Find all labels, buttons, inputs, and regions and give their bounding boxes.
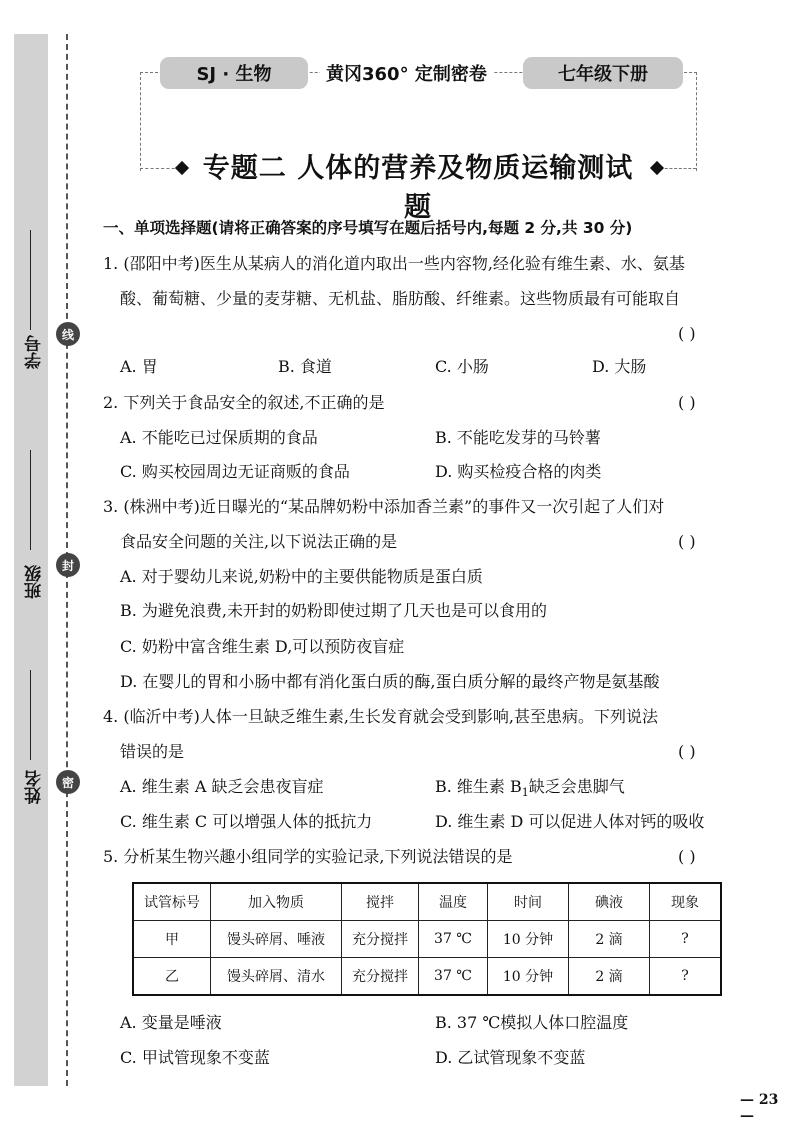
table-row — [133, 957, 721, 995]
q4-answer-blank[interactable]: ( ) — [678, 742, 696, 761]
q4-option-b-post: 缺乏会患脚气 — [528, 777, 625, 796]
subject-pill: SJ · 生物 — [160, 57, 308, 89]
q2-option-d: D. 购买检疫合格的肉类 — [435, 462, 602, 481]
table-cell: 充分搅拌 — [342, 921, 419, 958]
q4-option-b — [435, 777, 625, 803]
table-cell: 馒头碎屑、唾液 — [211, 921, 342, 958]
q5-option-d: D. 乙试管现象不变蓝 — [435, 1048, 586, 1067]
q5-stem: 5. 分析某生物兴趣小组同学的实验记录,下列说法错误的是 — [103, 847, 513, 866]
q1-stem-line1: 1. (邵阳中考)医生从某病人的消化道内取出一些内容物,经化验有维生素、水、氨基 — [103, 254, 685, 273]
table-row — [133, 921, 721, 958]
binding-strip — [14, 34, 48, 1086]
q5-answer-blank[interactable]: ( ) — [678, 847, 696, 866]
q2-stem: 2. 下列关于食品安全的叙述,不正确的是 — [103, 393, 385, 412]
student-id-line — [30, 230, 31, 330]
table-cell: 10 分钟 — [488, 957, 569, 995]
class-label: 班级 — [25, 565, 45, 599]
table-header-cell: 时间 — [488, 883, 569, 921]
q1-answer-blank[interactable]: ( ) — [678, 324, 696, 343]
q1-option-b: B. 食道 — [278, 357, 332, 376]
q3-option-a: A. 对于婴幼儿来说,奶粉中的主要供能物质是蛋白质 — [120, 567, 483, 586]
title-rule-left — [140, 168, 180, 170]
table-cell: ? — [650, 957, 722, 995]
table-cell: 乙 — [133, 957, 211, 995]
table-cell: 37 ℃ — [419, 921, 488, 958]
name-line — [30, 670, 31, 760]
seal-xian: 线 — [56, 322, 80, 346]
table-header-cell: 碘液 — [569, 883, 650, 921]
table-cell: 馒头碎屑、清水 — [211, 957, 342, 995]
q2-option-a: A. 不能吃已过保质期的食品 — [120, 428, 318, 447]
table-cell: 2 滴 — [569, 921, 650, 958]
grade-pill: 七年级下册 — [523, 57, 683, 89]
table-header-cell: 加入物质 — [211, 883, 342, 921]
q1-option-c: C. 小肠 — [435, 357, 489, 376]
table-cell: 甲 — [133, 921, 211, 958]
table-header-cell: 温度 — [419, 883, 488, 921]
q4-option-d: D. 维生素 D 可以促进人体对钙的吸收 — [435, 812, 705, 831]
q4-option-b-sub: 1 — [521, 786, 529, 800]
q5-option-c: C. 甲试管现象不变蓝 — [120, 1048, 270, 1067]
q1-option-d: D. 大肠 — [592, 357, 647, 376]
table-header-cell: 现象 — [650, 883, 722, 921]
q2-answer-blank[interactable]: ( ) — [678, 393, 696, 412]
table-header-cell: 试管标号 — [133, 883, 211, 921]
q3-answer-blank[interactable]: ( ) — [678, 532, 696, 551]
series-name: 黄冈360° 定制密卷 — [320, 60, 493, 86]
table-cell: 10 分钟 — [488, 921, 569, 958]
page-title: 专题二 人体的营养及物质运输测试题 — [190, 146, 646, 224]
table-cell: 充分搅拌 — [342, 957, 419, 995]
table-header-row — [133, 883, 721, 921]
q2-option-c: C. 购买校园周边无证商贩的食品 — [120, 462, 350, 481]
section-heading: 一、单项选择题(请将正确答案的序号填写在题后括号内,每题 2 分,共 30 分) — [103, 219, 633, 237]
q3-option-b: B. 为避免浪费,未开封的奶粉即使过期了几天也是可以食用的 — [120, 601, 548, 620]
student-id-label: 学号 — [25, 335, 45, 369]
q4-stem-line2: 错误的是 — [120, 742, 185, 761]
q5-option-a: A. 变量是唾液 — [120, 1013, 222, 1032]
q2-option-b: B. 不能吃发芽的马铃薯 — [435, 428, 601, 447]
experiment-table — [132, 882, 722, 996]
q4-stem-line1: 4. (临沂中考)人体一旦缺乏维生素,生长发育就会受到影响,甚至患病。下列说法 — [103, 707, 659, 726]
q3-stem-line2: 食品安全问题的关注,以下说法正确的是 — [120, 532, 398, 551]
table-cell: 2 滴 — [569, 957, 650, 995]
q5-option-b: B. 37 ℃模拟人体口腔温度 — [435, 1013, 629, 1032]
q4-option-b-pre: B. 维生素 B — [435, 777, 522, 796]
title-rule-right — [660, 168, 696, 170]
table-header-cell: 搅拌 — [342, 883, 419, 921]
q1-stem-line2: 酸、葡萄糖、少量的麦芽糖、无机盐、脂肪酸、纤维素。这些物质最有可能取自 — [120, 289, 681, 308]
table-cell: 37 ℃ — [419, 957, 488, 995]
class-line — [30, 450, 31, 550]
name-label: 姓名 — [25, 770, 45, 804]
q3-option-c: C. 奶粉中富含维生素 D,可以预防夜盲症 — [120, 637, 405, 656]
page-number: — 23 — — [740, 1092, 779, 1124]
seal-feng: 封 — [56, 553, 80, 577]
q3-option-d: D. 在婴儿的胃和小肠中都有消化蛋白质的酶,蛋白质分解的最终产物是氨基酸 — [120, 672, 660, 691]
q4-option-a: A. 维生素 A 缺乏会患夜盲症 — [120, 777, 324, 796]
table-cell: ? — [650, 921, 722, 958]
seal-mi: 密 — [56, 770, 80, 794]
q4-option-c: C. 维生素 C 可以增强人体的抵抗力 — [120, 812, 373, 831]
q1-option-a: A. 胃 — [120, 357, 158, 376]
q3-stem-line1: 3. (株洲中考)近日曝光的“某品牌奶粉中添加香兰素”的事件又一次引起了人们对 — [103, 497, 665, 516]
